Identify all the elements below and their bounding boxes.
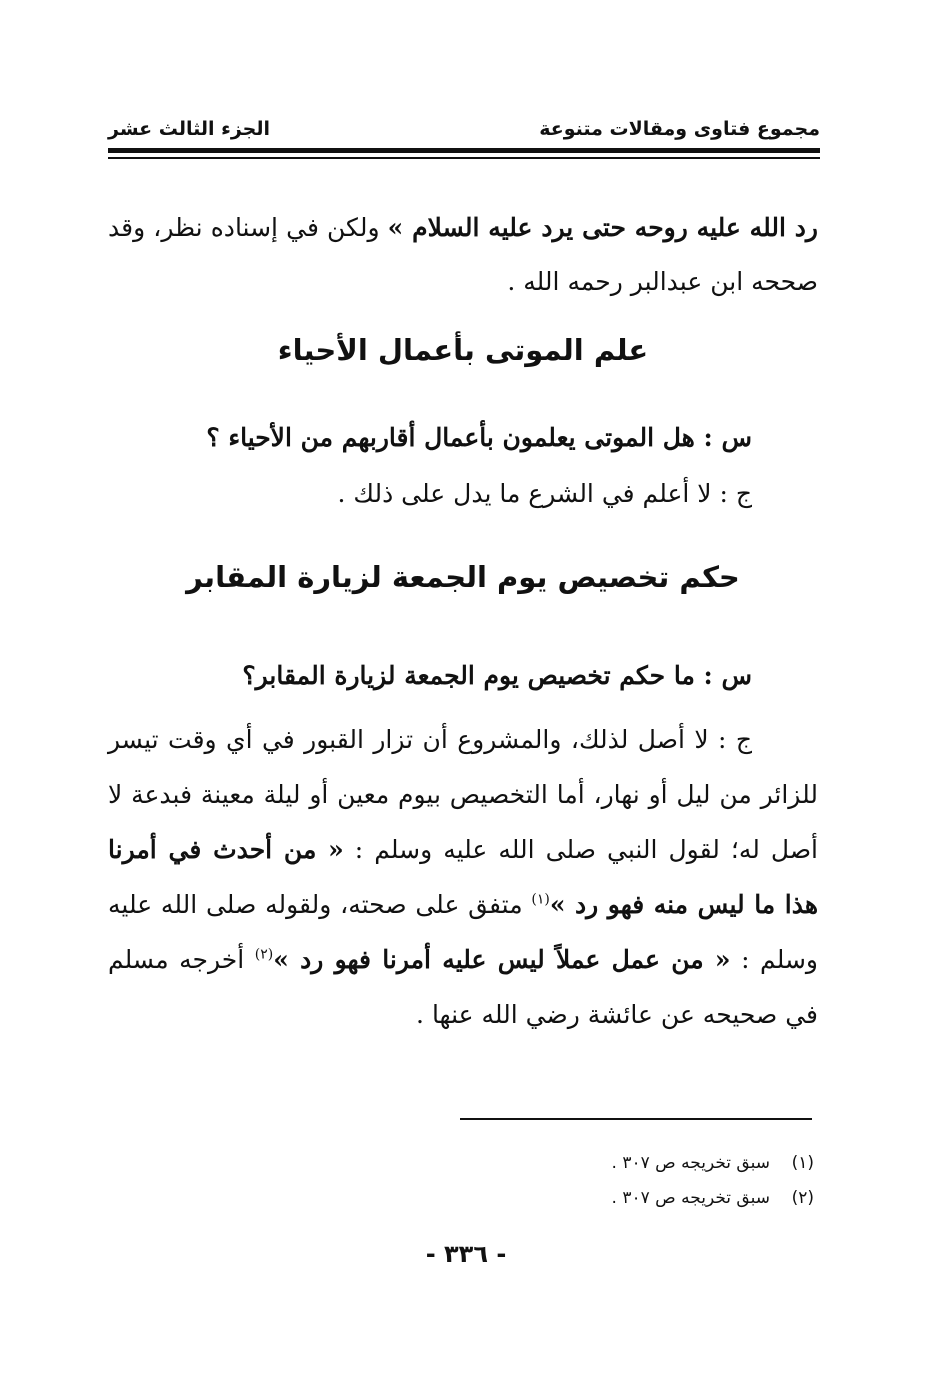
header-rule-thick — [108, 148, 820, 153]
footnote-1 — [108, 1146, 814, 1181]
intro-paragraph — [108, 201, 818, 309]
section-title-1: علم الموتى بأعمال الأحياء — [277, 333, 649, 367]
footnote-2 — [108, 1181, 814, 1216]
answer-2-part-2: متفق على صحته، ولقوله صلى الله عليه وسلم : — [108, 890, 818, 974]
running-header — [108, 114, 820, 144]
answer-2 — [108, 712, 818, 1042]
answer-2-part-1: ج : لا أصل لذلك، والمشروع أن تزار القبور في أي وقت تيسر للزائر من ليل أو نهار، أما التخصيص بيوم معين أو ليلة معينة فبدعة لا أصل له؛ لقول النبي صلى الله عليه وسلم : — [108, 725, 818, 864]
qa-block-2 — [108, 648, 752, 704]
footnote-number: (٢) — [791, 1188, 814, 1208]
volume-label: الجزء الثالث عشر — [108, 118, 271, 140]
footnote-divider — [460, 1118, 812, 1120]
footnote-text: سبق تخريجه ص ٣٠٧ . — [611, 1188, 770, 1208]
footnote-ref-2: (٢) — [254, 946, 274, 963]
footnote-ref-1: (١) — [531, 891, 550, 908]
hadith-quote-1: « من أحدث في أمرنا هذا ما ليس منه فهو رد » — [108, 835, 819, 919]
footnotes — [108, 1146, 814, 1216]
page-number: - ٣٣٦ - — [425, 1240, 507, 1268]
footnote-text: سبق تخريجه ص ٣٠٧ . — [611, 1153, 770, 1173]
question-1: س : هل الموتى يعلمون بأعمال أقاربهم من الأحياء ؟ — [206, 423, 752, 452]
book-title: مجموع فتاوى ومقالات متنوعة — [539, 118, 820, 140]
question-2: س : ما حكم تخصيص يوم الجمعة لزيارة المقابر؟ — [242, 661, 752, 690]
answer-1: ج : لا أعلم في الشرع ما يدل على ذلك . — [337, 479, 752, 508]
qa-block-1 — [108, 410, 752, 522]
hadith-quote-2: « من عمل عملاً ليس عليه أمرنا فهو رد » — [273, 945, 731, 974]
answer-2-part-3: أخرجه مسلم في صحيحه عن عائشة رضي الله عنها . — [108, 945, 818, 1029]
intro-quote: رد الله عليه روحه حتى يرد عليه السلام » — [387, 213, 819, 242]
intro-rest: ولكن في إسناده نظر، وقد صححه ابن عبدالبر رحمه الله . — [108, 213, 818, 296]
header-rule-thin — [108, 157, 820, 159]
section-title-2: حكم تخصيص يوم الجمعة لزيارة المقابر — [186, 560, 740, 594]
footnote-number: (١) — [791, 1153, 814, 1173]
